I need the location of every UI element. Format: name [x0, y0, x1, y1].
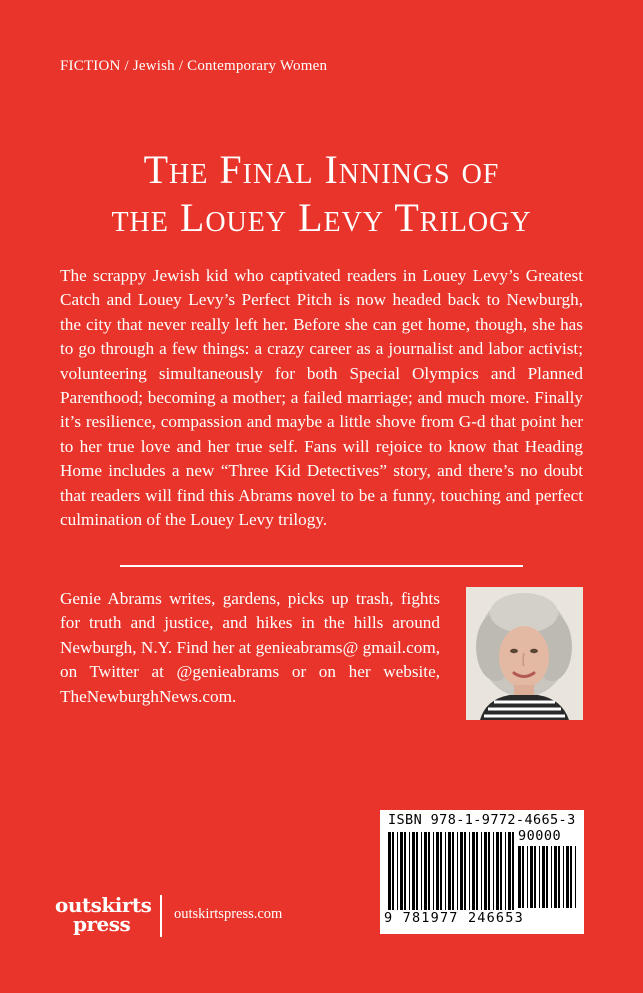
barcode-bar: [530, 846, 533, 908]
barcode-bar: [488, 832, 490, 910]
barcode-bar: [542, 846, 545, 908]
barcode-bar: [397, 832, 398, 910]
barcode-bar: [460, 832, 463, 910]
barcode-bar: [527, 846, 528, 908]
barcode-bar: [496, 832, 499, 910]
barcode-bar: [554, 846, 557, 908]
barcode-bar: [428, 832, 430, 910]
barcode-bar: [493, 832, 494, 910]
barcode-bar: [436, 832, 439, 910]
publisher-url: outskirtspress.com: [174, 906, 283, 922]
barcode-bar: [500, 832, 502, 910]
barcode-bar: [388, 832, 391, 910]
barcode-bar: [484, 832, 487, 910]
barcode-bar: [551, 846, 552, 908]
book-blurb: The scrappy Jewish kid who captivated readers in Louey Levy’s Greatest Catch and Louey Levy’s Perfect Pitch is now headed back to Newburgh, the city that never really left her. Before she can get home, though, she has to go through a few things: a crazy career as a journalist and labor activist; volunteering simultaneously for both Special Olympics and Planned Parenthood; becoming a mother; a failed marriage; and much more. Finally it’s resilience, compassion and maybe a little shove from G-d that point her to her true love and her true self. Fans will rejoice to know that Heading Home includes a new “Three Kid Detectives” story, and there’s no doubt that readers will find this Abrams novel to be a funny, touching and perfect culmination of the Louey Levy trilogy.: [60, 266, 583, 530]
publisher-logo: [55, 893, 155, 943]
barcode-bar: [448, 832, 451, 910]
barcode-bar: [570, 846, 572, 908]
barcode-bar: [392, 832, 394, 910]
barcode-bar: [546, 846, 548, 908]
logo-text-line-2: press: [73, 912, 131, 936]
barcode-bar: [539, 846, 540, 908]
barcode-bar: [508, 832, 511, 910]
addon-barcode-icon: [518, 846, 578, 908]
barcode-bar: [416, 832, 418, 910]
title-line-2: the Louey Levy Trilogy: [111, 195, 532, 240]
barcode-bar: [445, 832, 446, 910]
barcode-bar: [452, 832, 454, 910]
author-portrait-icon: [466, 587, 583, 720]
barcode-bar: [558, 846, 560, 908]
isbn-barcode: [380, 810, 584, 934]
barcode-bar: [421, 832, 422, 910]
barcode-bar: [404, 832, 406, 910]
author-bio: Genie Abrams writes, gardens, picks up trash, fights for truth and justice, and hikes in the hills around Newburgh, N.Y. Find her at genieabrams@ gmail.com, on Twitter at @genieabrams or on her website, TheNewburghNews.com.: [60, 589, 440, 706]
barcode-bar: [522, 846, 524, 908]
barcode-bar: [469, 832, 470, 910]
logo-text-line-1: outskirts: [55, 893, 152, 917]
barcode-bar: [575, 846, 576, 908]
barcode-bar: [563, 846, 564, 908]
price-code: 90000: [518, 828, 562, 844]
barcode-icon: [388, 832, 514, 910]
genre-category: FICTION / Jewish / Contemporary Women: [60, 58, 328, 74]
barcode-bar: [440, 832, 442, 910]
barcode-bar: [457, 832, 458, 910]
barcode-bar: [481, 832, 482, 910]
back-cover-title: [0, 146, 643, 242]
barcode-bar: [566, 846, 569, 908]
isbn-label: ISBN 978-1-9772-4665-3: [388, 812, 576, 828]
barcode-bar: [424, 832, 427, 910]
barcode-bar: [464, 832, 466, 910]
section-divider: [120, 565, 523, 567]
barcode-bar: [433, 832, 434, 910]
logo-divider: [160, 895, 162, 937]
author-photo: [466, 587, 583, 720]
barcode-bar: [505, 832, 506, 910]
barcode-bar: [476, 832, 478, 910]
isbn-digits: 9 781977 246653: [384, 910, 524, 926]
barcode-bar: [472, 832, 475, 910]
barcode-bar: [512, 832, 514, 910]
barcode-bar: [412, 832, 415, 910]
title-line-1: The Final Innings of: [143, 147, 500, 192]
barcode-bar: [518, 846, 521, 908]
barcode-bar: [409, 832, 410, 910]
barcode-bar: [534, 846, 536, 908]
barcode-bar: [400, 832, 403, 910]
